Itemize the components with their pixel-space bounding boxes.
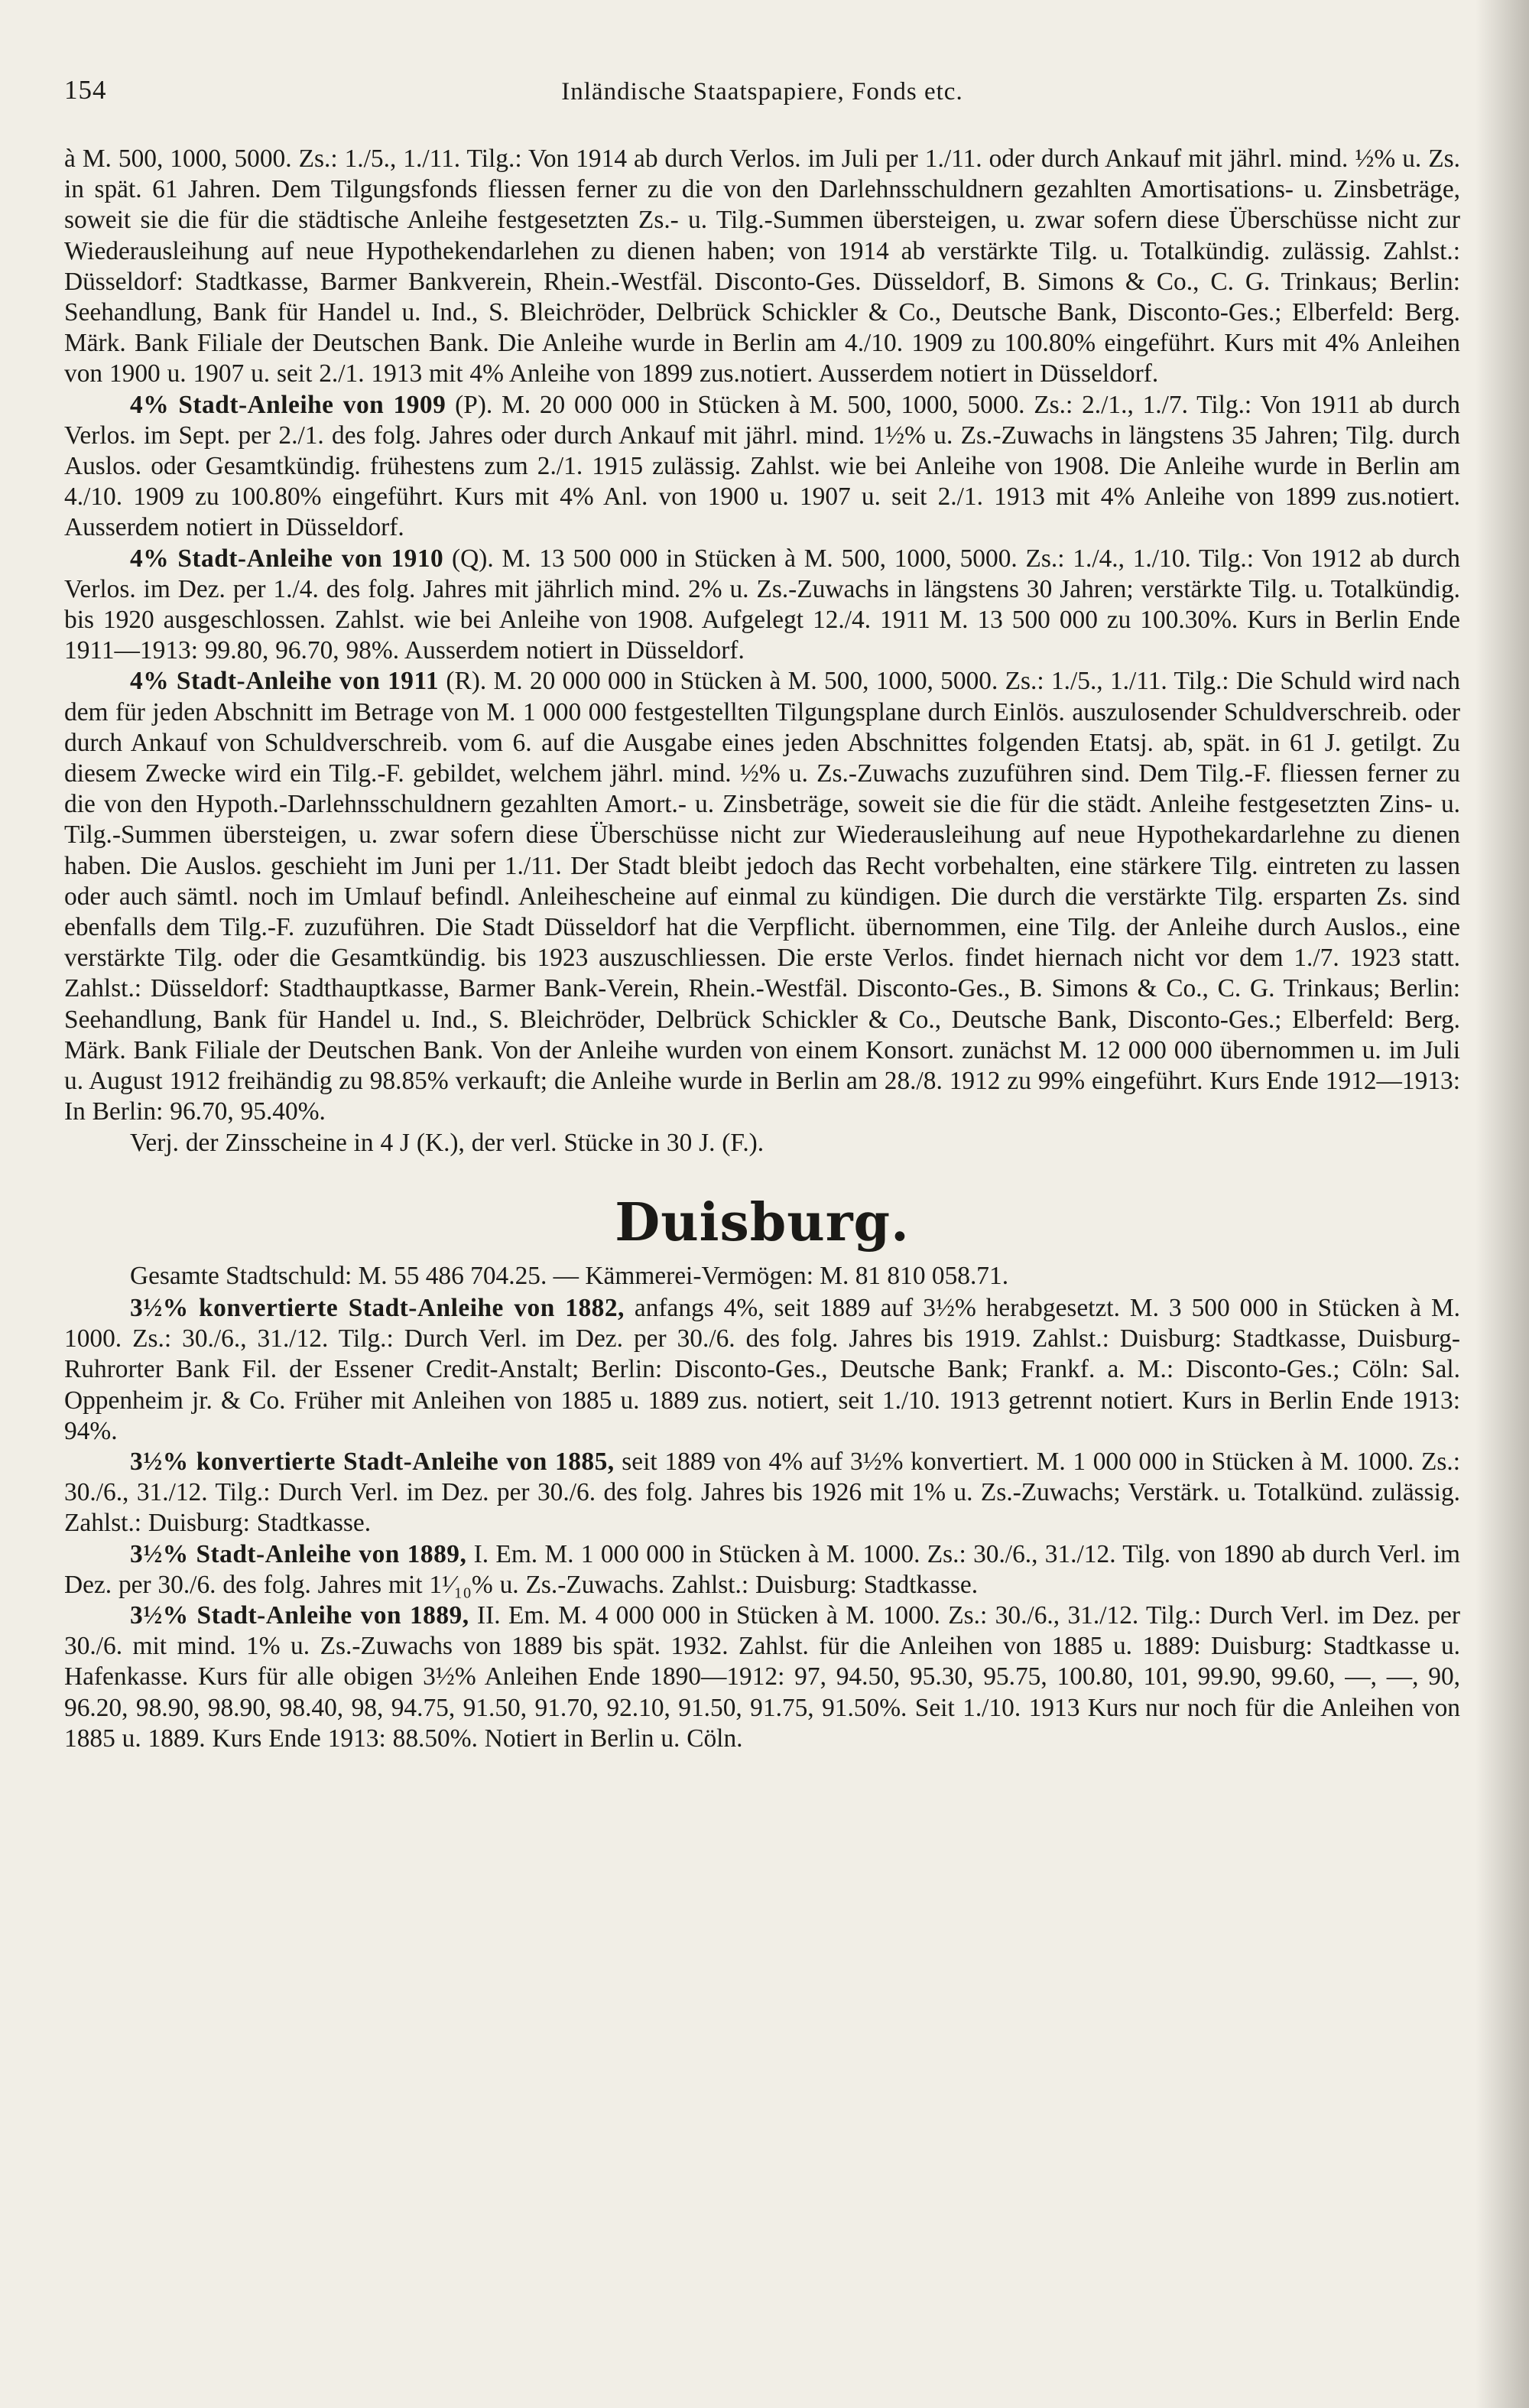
- paragraph-text: anfangs 4%, seit 1889 auf 3½% herabgesetzt. M. 3 500 000 in Stücken à M. 1000. Zs.: 30./6., 31./12. Tilg.: Durch Verl. im Dez. per 30./6. des folg. Jahres bis 1919. Zahlst.: Duisburg: Stadtkasse, Duisburg-Ruhrorter Bank Fil. der Essener Credit-Anstalt; Berlin: Disconto-Ges., Deutsche Bank; Frankf. a. M.: Disconto-Ges.; Cöln: Sal. Oppenheim jr. & Co. Früher mit Anleihen von 1885 u. 1889 zus. notiert, seit 1./10. 1913 getrennt notiert. Kurs in Berlin Ende 1913: 94%.: [64, 1293, 1460, 1445]
- paragraph-text: Verj. der Zinsscheine in 4 J (K.), der verl. Stücke in 30 J. (F.).: [130, 1128, 764, 1157]
- paragraph-duisburg-1882: [64, 1293, 1460, 1447]
- paragraph-text: II. Em. M. 4 000 000 in Stücken à M. 1000. Zs.: 30./6., 31./12. Tilg.: Durch Verl. im Dez. per 30./6. mit mind. 1% u. Zs.-Zuwachs von 1889 bis spät. 1932. Zahlst. für die Anleihen von 1885 u. 1889: Duisburg: Stadtkasse u. Hafenkasse. Kurs für alle obigen 3½% Anleihen Ende 1890—1912: 97, 94.50, 95.30, 95.75, 100.80, 101, 99.90, 99.60, —, —, 90, 96.20, 98.90, 98.90, 98.40, 98, 94.75, 91.50, 91.70, 92.10, 91.50, 91.75, 91.50%. Seit 1./10. 1913 Kurs nur noch für die Anleihen von 1885 u. 1889. Kurs Ende 1913: 88.50%. Notiert in Berlin u. Cöln.: [64, 1600, 1460, 1753]
- paragraph-text: (Q). M. 13 500 000 in Stücken à M. 500, 1000, 5000. Zs.: 1./4., 1./10. Tilg.: Von 1912 ab durch Verlos. im Dez. per 1./4. des folg. Jahres mit jährlich mind. 2% u. Zs.-Zuwachs in längstens 30 Jahren; verstärkte Tilg. u. Totalkündig. bis 1920 ausgeschlossen. Zahlst. wie bei Anleihe von 1908. Aufgelegt 12./4. 1911 M. 13 500 000 zu 100.30%. Kurs in Berlin Ende 1911—1913: 99.80, 96.70, 98%. Ausserdem notiert in Düsseldorf.: [64, 544, 1460, 665]
- paragraph-duisburg-1885: [64, 1447, 1460, 1539]
- paragraph-lead: 3½% Stadt-Anleihe von 1889,: [130, 1600, 469, 1630]
- page-header: [64, 61, 1460, 115]
- page-gutter-shadow: [1475, 0, 1529, 2408]
- paragraph-lead: 4% Stadt-Anleihe von 1909: [130, 390, 446, 419]
- city-debt-line: Gesamte Stadtschuld: M. 55 486 704.25. — Kämmerei-Vermögen: M. 81 810 058.71.: [130, 1261, 1009, 1290]
- paragraph-anleihe-1911: [64, 666, 1460, 1127]
- paragraph-lead: 3½% konvertierte Stadt-Anleihe von 1885,: [130, 1447, 615, 1476]
- paragraph-lead: 4% Stadt-Anleihe von 1911: [130, 667, 440, 696]
- running-title: Inländische Staatspapiere, Fonds etc.: [561, 78, 963, 106]
- paragraph-duisburg-1889-em2: [64, 1600, 1460, 1754]
- paragraph-anleihe-1909: [64, 390, 1460, 544]
- page-number: 154: [64, 75, 107, 105]
- paragraph-lead: 3½% Stadt-Anleihe von 1889,: [130, 1539, 467, 1568]
- paragraph-anleihe-1908-continued: [64, 144, 1460, 390]
- paragraph-lead: 4% Stadt-Anleihe von 1910: [130, 544, 444, 573]
- paragraph-text: (R). M. 20 000 000 in Stücken à M. 500, 1000, 5000. Zs.: 1./5., 1./11. Tilg.: Die Schuld wird nach dem für jeden Abschnitt im Betrage von M. 1 000 000 festgestellten Tilgungsplane durch Einlös. auszulosender Schuldverschreib. oder durch Ankauf von Schuldverschreib. vom 6. auf die Ausgabe eines jeden Abschnittes folgenden Etatsj. ab, spät. in 61 J. getilgt. Zu diesem Zwecke wird ein Tilg.-F. gebildet, welchem jährl. mind. ½% u. Zs.-Zuwachs zuzuführen sind. Dem Tilg.-F. fliessen ferner zu die von den Hypoth.-Darlehnsschuldnern gezahlten Amort.- u. Zinsbeträge, soweit sie die für die städt. Anleihe festgesetzten Zins- u. Tilg.-Summen übersteigen, u. zwar sofern diese Überschüsse nicht zur Wiederausleihung auf neue Hypothekardarlehne zu dienen haben. Die Auslos. geschieht im Juni per 1./11. Der Stadt bleibt jedoch das Recht vorbehalten, eine stärkere Tilg. eintreten zu lassen oder auch sämtl. noch im Umlauf befindl. Anleihescheine auf einmal zu kündigen. Die durch die verstärkte Tilg. ersparten Zs. sind ebenfalls dem Tilg.-F. zuzuführen. Die Stadt Düsseldorf hat die Verpflicht. übernommen, eine Tilg. der Anleihe durch Auslos., eine verstärkte Tilg. oder die Gesamtkündig. bis 1923 auszuschliessen. Die erste Verlos. findet hiernach nicht vor dem 1./7. 1923 statt. Zahlst.: Düsseldorf: Stadthauptkasse, Barmer Bank-Verein, Rhein.-Westfäl. Disconto-Ges., B. Simons & Co., C. G. Trinkaus; Berlin: Seehandlung, Bank für Handel u. Ind., S. Bleichröder, Delbrück Schickler & Co., Deutsche Bank, Disconto-Ges.; Elberfeld: Berg. Märk. Bank Filiale der Deutschen Bank. Von der Anleihe wurden von einem Konsort. zunächst M. 12 000 000 übernommen u. im Juli u. August 1912 freihändig zu 98.85% verkauft; die Anleihe wurde in Berlin am 28./8. 1912 zu 99% eingeführt. Kurs Ende 1912—1913: In Berlin: 96.70, 95.40%.: [64, 667, 1460, 1126]
- paragraph-duisburg-1889-em1: [64, 1539, 1460, 1600]
- section-heading-city: Duisburg.: [615, 1191, 910, 1253]
- paragraph-text: I. Em. M. 1 000 000 in Stücken à M. 1000. Zs.: 30./6., 31./12. Tilg. von 1890 ab durch Verl. im Dez. per 30./6. des folg. Jahres mit 1¹⁄₁₀% u. Zs.-Zuwachs. Zahlst.: Duisburg: Stadtkasse.: [64, 1539, 1460, 1599]
- paragraph-text: (P). M. 20 000 000 in Stücken à M. 500, 1000, 5000. Zs.: 2./1., 1./7. Tilg.: Von 1911 ab durch Verlos. im Sept. per 2./1. des folg. Jahres oder durch Ankauf mit jährl. mind. 1½% u. Zs.-Zuwachs in längstens 35 Jahren; Tilg. durch Auslos. oder Gesamtkündig. frühestens zum 2./1. 1915 zulässig. Zahlst. wie bei Anleihe von 1908. Die Anleihe wurde in Berlin am 4./10. 1909 zu 100.80% eingeführt. Kurs mit 4% Anl. von 1900 u. 1907 u. seit 2./1. 1913 mit 4% Anleihe von 1899 zus.notiert. Ausserdem notiert in Düsseldorf.: [64, 390, 1460, 542]
- paragraph-anleihe-1910: [64, 544, 1460, 667]
- paragraph-text: à M. 500, 1000, 5000. Zs.: 1./5., 1./11. Tilg.: Von 1914 ab durch Verlos. im Juli per 1./11. oder durch Ankauf mit jährl. mind. ½% u. Zs. in spät. 61 Jahren. Dem Tilgungsfonds fliessen ferner zu die von den Darlehnsschuldnern gezahlten Amortisations- u. Zinsbeträge, soweit sie die für die städtische Anleihe festgesetzten Zs.- u. Tilg.-Summen übersteigen, u. zwar sofern diese Überschüsse nicht zur Wiederausleihung auf neue Hypothekendarlehen zu dienen haben; von 1914 ab verstärkte Tilg. u. Totalkündig. zulässig. Zahlst.: Düsseldorf: Stadtkasse, Barmer Bankverein, Rhein.-Westfäl. Disconto-Ges. Düsseldorf, B. Simons & Co., C. G. Trinkaus; Berlin: Seehandlung, Bank für Handel u. Ind., S. Bleichröder, Delbrück Schickler & Co., Deutsche Bank, Disconto-Ges.; Elberfeld: Berg. Märk. Bank Filiale der Deutschen Bank. Die Anleihe wurde in Berlin am 4./10. 1909 zu 100.80% eingeführt. Kurs mit 4% Anleihen von 1900 u. 1907 u. seit 2./1. 1913 mit 4% Anleihe von 1899 zus.notiert. Ausserdem notiert in Düsseldorf.: [64, 145, 1460, 388]
- paragraph-lead: 3½% konvertierte Stadt-Anleihe von 1882,: [130, 1293, 625, 1322]
- paragraph-verjaehrung: [64, 1128, 1460, 1159]
- paragraph-text: seit 1889 von 4% auf 3½% konvertiert. M. 1 000 000 in Stücken à M. 1000. Zs.: 30./6., 31./12. Tilg.: Durch Verl. im Dez. per 30./6. des folg. Jahres bis 1926 mit 1% u. Zs.-Zuwachs; Verstärk. u. Totalkünd. zulässig. Zahlst.: Duisburg: Stadtkasse.: [64, 1447, 1460, 1538]
